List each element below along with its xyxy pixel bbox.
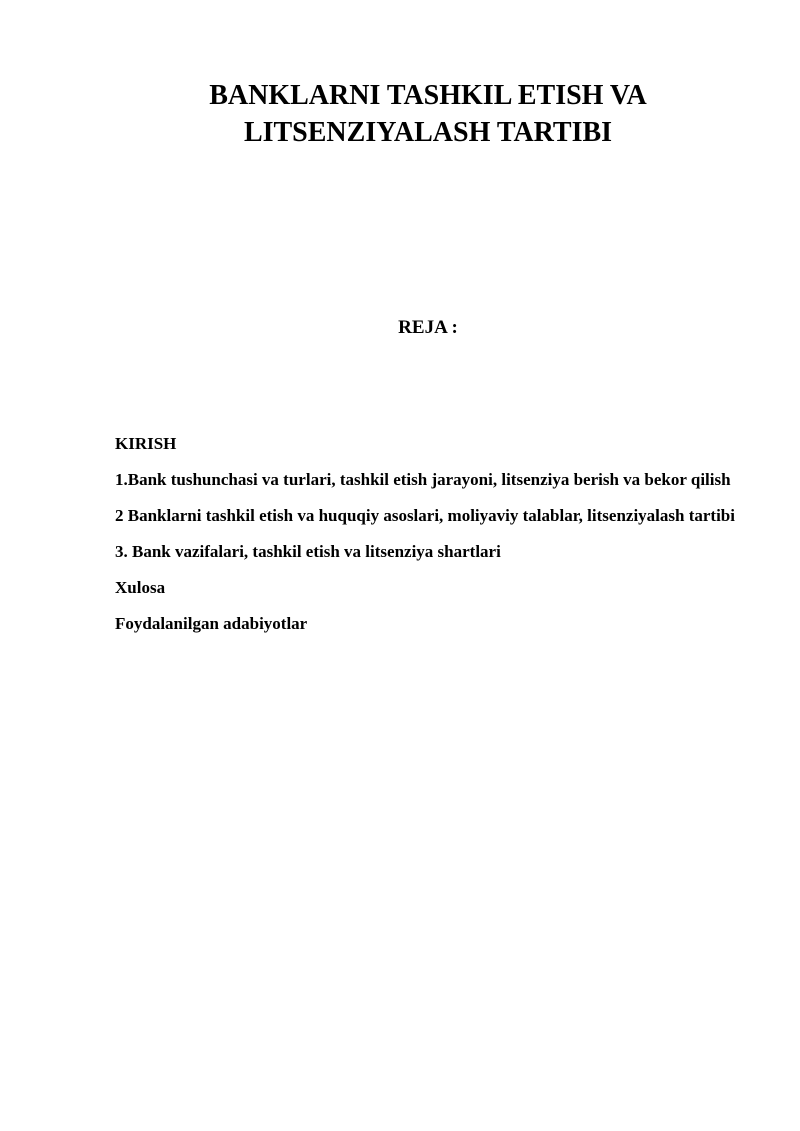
- plan-item-conclusion: Xulosa: [115, 578, 166, 597]
- plan-item-references: Foydalanilgan adabiyotlar: [115, 614, 308, 633]
- document-title-line-1: BANKLARNI TASHKIL ETISH VA: [209, 80, 647, 111]
- plan-list: [115, 432, 755, 648]
- plan-heading: REJA :: [398, 317, 458, 338]
- document-title-line-2: LITSENZIYALASH TARTIBI: [243, 117, 613, 148]
- plan-item-2: 2 Banklarni tashkil etish va huquqiy asoslari, moliyaviy talablar, litsenziyalash tartibi: [115, 506, 735, 525]
- document-title: [100, 77, 756, 151]
- plan-item-introduction: KIRISH: [115, 434, 177, 453]
- plan-item-3: 3. Bank vazifalari, tashkil etish va litsenziya shartlari: [115, 542, 501, 561]
- plan-item-1: 1.Bank tushunchasi va turlari, tashkil etish jarayoni, litsenziya berish va bekor qilish: [115, 470, 731, 489]
